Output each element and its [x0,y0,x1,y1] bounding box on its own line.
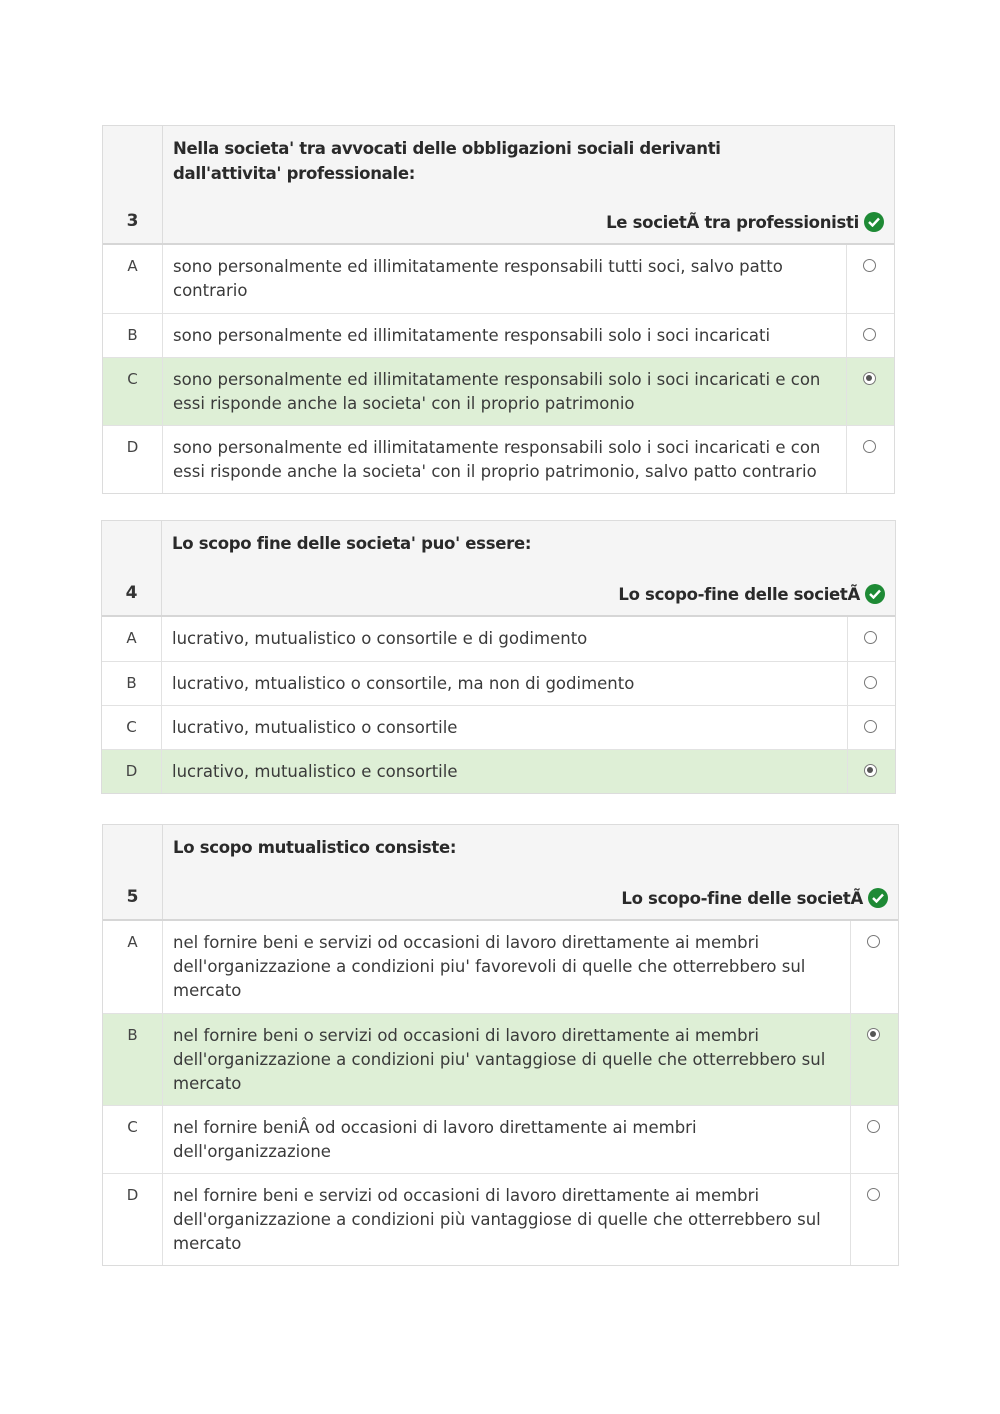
radio-button-selected[interactable] [863,372,876,385]
answer-text: lucrativo, mtualistico o consortile, ma non di godimento [172,674,635,693]
answer-letter: C [103,1106,163,1173]
answer-letter: A [103,245,163,313]
radio-button[interactable] [864,631,877,644]
radio-button[interactable] [867,935,880,948]
check-icon [865,584,885,604]
question-number: 4 [102,521,162,615]
question-header [102,521,895,617]
question-header [103,126,894,245]
question-text: Lo scopo fine delle societa' puo' essere: [172,534,532,553]
question-category: Le societÃ tra professionisti [606,212,884,232]
question-block-5 [102,824,899,1266]
answer-text: sono personalmente ed illimitatamente responsabili solo i soci incaricati e con essi risponde anche la societa' con il proprio patrimonio, salvo patto contrario [173,438,821,481]
answer-text: lucrativo, mutualistico o consortile [172,718,458,737]
question-header [103,825,898,921]
radio-button[interactable] [864,720,877,733]
radio-button-selected[interactable] [864,764,877,777]
answer-row[interactable] [103,921,898,1013]
answer-text: nel fornire beniÂ od occasioni di lavoro direttamente ai membri dell'organizzazione [173,1118,697,1161]
answer-letter: A [102,617,162,661]
answer-row-selected[interactable] [102,749,895,793]
answer-row[interactable] [103,313,894,357]
question-category: Lo scopo-fine delle societÃ [621,888,888,908]
answer-row[interactable] [102,617,895,661]
radio-button-selected[interactable] [867,1028,880,1041]
answer-row[interactable] [103,1173,898,1265]
check-icon [868,888,888,908]
radio-button[interactable] [863,259,876,272]
answer-letter: D [102,750,162,793]
answer-letter: B [102,662,162,705]
question-category: Lo scopo-fine delle societÃ [618,584,885,604]
answer-text: nel fornire beni e servizi od occasioni di lavoro direttamente ai membri dell'organizzazione a condizioni piu' favorevoli di quelle che otterrebbero sul mercato [173,933,806,1000]
answer-text: nel fornire beni e servizi od occasioni di lavoro direttamente ai membri dell'organizzazione a condizioni più vantaggiose di quelle che otterrebbero sul mercato [173,1186,821,1253]
answer-row[interactable] [102,705,895,749]
answer-letter: A [103,921,163,1013]
radio-button[interactable] [867,1188,880,1201]
question-number: 3 [103,126,163,243]
answer-letter: C [103,358,163,425]
answer-text: sono personalmente ed illimitatamente responsabili tutti soci, salvo patto contrario [173,257,783,300]
radio-button[interactable] [863,440,876,453]
radio-button[interactable] [864,676,877,689]
answer-text: nel fornire beni o servizi od occasioni di lavoro direttamente ai membri dell'organizzazione a condizioni piu' vantaggiose di quelle che otterrebbero sul mercato [173,1026,826,1093]
radio-button[interactable] [863,328,876,341]
answer-letter: D [103,426,163,493]
answer-row[interactable] [103,245,894,313]
check-icon [864,212,884,232]
answer-text: sono personalmente ed illimitatamente responsabili solo i soci incaricati e con essi risponde anche la societa' con il proprio patrimonio [173,370,821,413]
answer-letter: D [103,1174,163,1265]
answer-row[interactable] [102,661,895,705]
answer-text: lucrativo, mutualistico e consortile [172,762,458,781]
radio-button[interactable] [867,1120,880,1133]
question-block-4 [101,520,896,794]
answer-text: lucrativo, mutualistico o consortile e di godimento [172,629,588,648]
question-text: Nella societa' tra avvocati delle obbligazioni sociali derivanti dall'attivita' professionale: [173,139,721,183]
answer-row[interactable] [103,425,894,493]
answer-row-selected[interactable] [103,357,894,425]
question-block-3 [102,125,895,494]
answer-letter: B [103,314,163,357]
answer-letter: B [103,1014,163,1105]
answer-letter: C [102,706,162,749]
answer-row[interactable] [103,1105,898,1173]
answer-row-selected[interactable] [103,1013,898,1105]
answer-text: sono personalmente ed illimitatamente responsabili solo i soci incaricati [173,326,771,345]
question-number: 5 [103,825,163,919]
question-text: Lo scopo mutualistico consiste: [173,838,457,857]
